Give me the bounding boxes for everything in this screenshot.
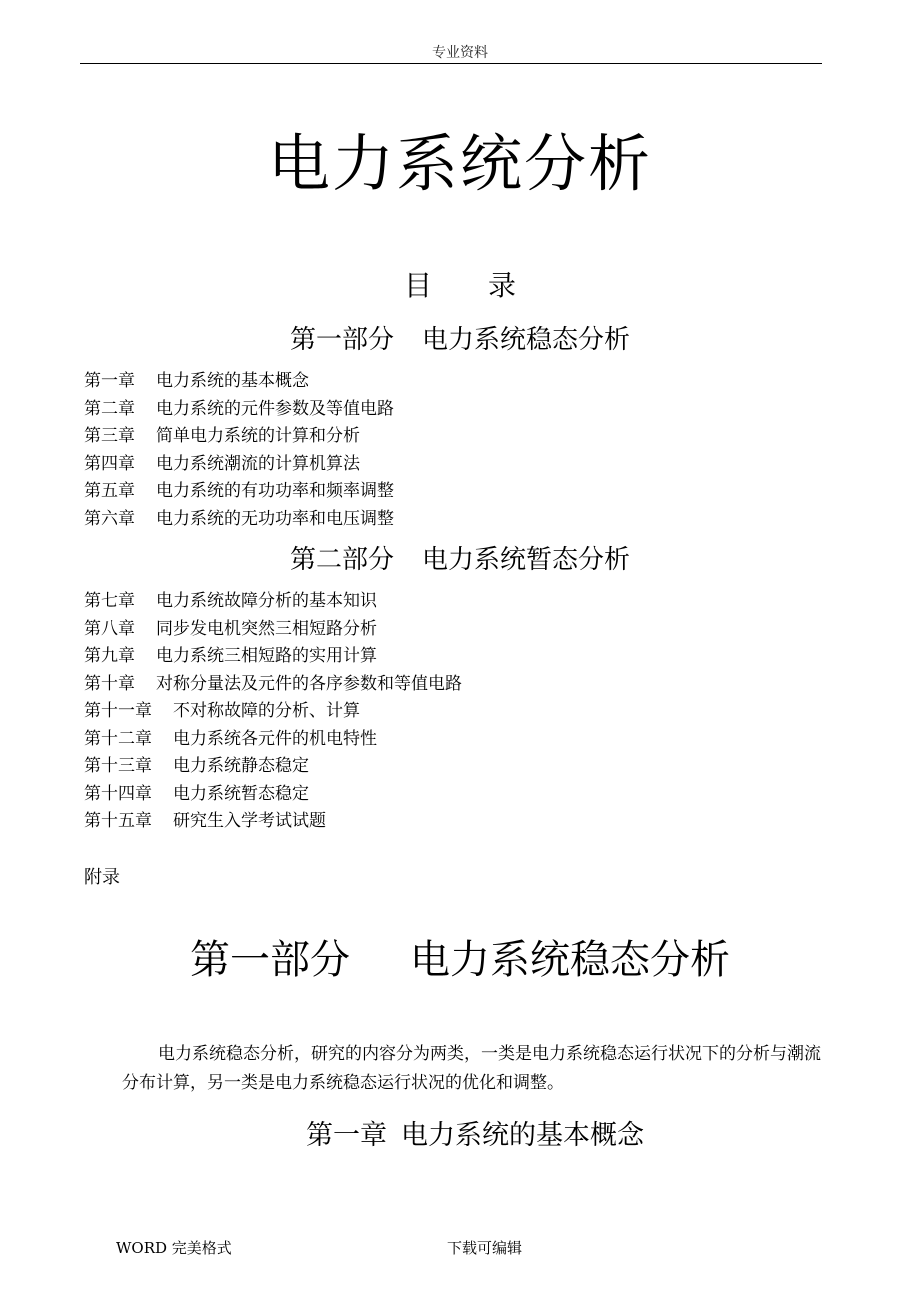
toc-entry-title: 电力系统的元件参数及等值电路 — [156, 398, 394, 419]
toc-entry-num: 第三章 — [84, 426, 135, 446]
toc-entry[interactable] — [84, 808, 462, 836]
toc-entry-num: 第二章 — [84, 398, 135, 419]
toc-entry-title: 电力系统静态稳定 — [173, 756, 309, 776]
toc-entry[interactable] — [84, 478, 394, 506]
section-label: 第一部分 — [190, 937, 350, 983]
toc-heading-char-2: 录 — [488, 269, 517, 302]
toc-entry[interactable] — [84, 451, 394, 479]
section-intro — [122, 1040, 824, 1098]
toc-entry-title: 不对称故障的分析、计算 — [173, 701, 360, 721]
section-title — [0, 932, 920, 988]
toc-entry[interactable] — [84, 726, 462, 754]
toc-entry-title: 对称分量法及元件的各序参数和等值电路 — [156, 673, 462, 694]
toc-entry[interactable] — [84, 781, 462, 809]
toc-entry-title: 研究生入学考试试题 — [173, 811, 326, 831]
toc-part2-heading — [0, 542, 920, 578]
footer-center: 下载可编辑 — [447, 1239, 523, 1257]
toc-entry-title: 电力系统暂态稳定 — [173, 783, 309, 804]
toc-entry-num: 第十五章 — [84, 811, 152, 831]
toc-part1-list — [84, 368, 394, 533]
toc-entry-title: 同步发电机突然三相短路分析 — [156, 618, 377, 639]
toc-appendix[interactable]: 附录 — [84, 867, 120, 888]
toc-part1-heading — [0, 322, 920, 358]
chapter-name: 电力系统的基本概念 — [401, 1120, 644, 1151]
toc-entry[interactable] — [84, 753, 462, 781]
toc-entry-title: 电力系统潮流的计算机算法 — [156, 453, 360, 474]
document-title: 电力系统分析 — [267, 127, 652, 200]
toc-entry[interactable] — [84, 506, 394, 534]
footer-left: WORD 完美格式 — [116, 1239, 232, 1257]
toc-entry[interactable] — [84, 423, 394, 451]
toc-entry-title: 电力系统三相短路的实用计算 — [156, 646, 377, 666]
toc-entry[interactable] — [84, 396, 394, 424]
toc-entry-title: 电力系统故障分析的基本知识 — [156, 591, 377, 611]
toc-entry[interactable] — [84, 588, 462, 616]
toc-entry[interactable] — [84, 671, 462, 699]
toc-entry-num: 第七章 — [84, 591, 135, 611]
toc-entry-title: 电力系统的有功功率和频率调整 — [156, 481, 394, 501]
toc-heading-char-1: 目 — [403, 269, 432, 302]
toc-entry-num: 第十四章 — [84, 783, 152, 804]
toc-entry[interactable] — [84, 616, 462, 644]
toc-entry-title: 电力系统各元件的机电特性 — [173, 728, 377, 749]
toc-entry[interactable] — [84, 368, 394, 396]
toc-entry-num: 第八章 — [84, 618, 135, 639]
toc-entry-num: 第六章 — [84, 508, 135, 529]
toc-heading — [0, 266, 920, 306]
section-intro-text: 电力系统稳态分析，研究的内容分为两类，一类是电力系统稳态运行状况下的分析与潮流分布计算，另一类是电力系统稳态运行状况的优化和调整。 — [122, 1044, 821, 1093]
toc-part2-title: 电力系统暂态分析 — [422, 545, 631, 575]
toc-entry-num: 第一章 — [84, 371, 135, 391]
page-header: 专业资料 — [432, 45, 488, 61]
header-divider — [80, 63, 822, 64]
toc-part1-title: 电力系统稳态分析 — [422, 325, 631, 355]
toc-part2-list — [84, 588, 462, 836]
toc-entry-title: 简单电力系统的计算和分析 — [156, 426, 360, 446]
toc-entry-num: 第四章 — [84, 453, 135, 474]
toc-part1-label: 第一部分 — [289, 325, 394, 355]
toc-entry-title: 电力系统的基本概念 — [156, 371, 309, 391]
section-name: 电力系统稳态分析 — [410, 937, 730, 983]
toc-entry-title: 电力系统的无功功率和电压调整 — [156, 508, 394, 529]
toc-entry-num: 第十一章 — [84, 701, 152, 721]
toc-entry-num: 第五章 — [84, 481, 135, 501]
toc-entry-num: 第十二章 — [84, 728, 152, 749]
toc-entry[interactable] — [84, 698, 462, 726]
toc-part2-label: 第二部分 — [289, 545, 394, 575]
toc-entry-num: 第九章 — [84, 646, 135, 666]
toc-entry-num: 第十三章 — [84, 756, 152, 776]
toc-entry-num: 第十章 — [84, 673, 135, 694]
chapter-num: 第一章 — [306, 1120, 387, 1151]
chapter-title — [0, 1116, 920, 1156]
toc-entry[interactable] — [84, 643, 462, 671]
